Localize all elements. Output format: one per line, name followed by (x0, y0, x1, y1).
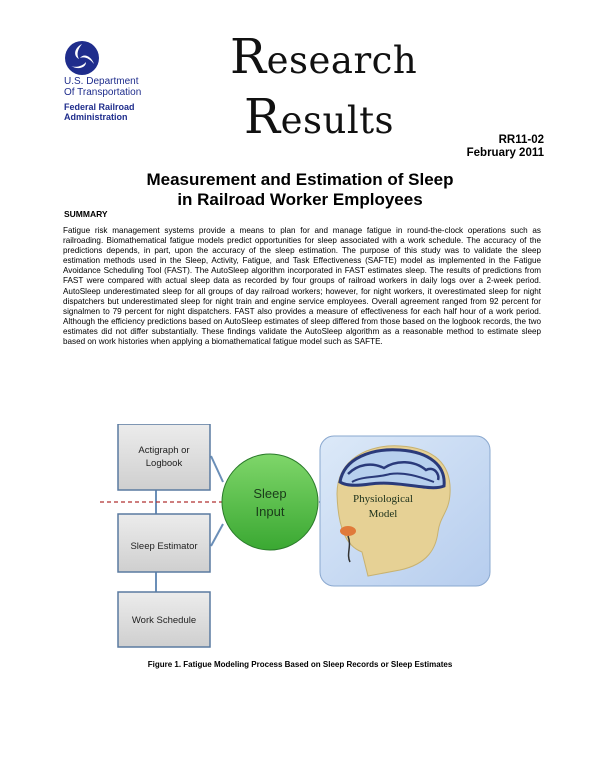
connector-actigraph-input (211, 456, 223, 482)
fatigue-model-diagram (100, 424, 510, 649)
banner-results-cap: R (244, 89, 281, 145)
title-line2: in Railroad Worker Employees (177, 190, 423, 209)
administration-name (64, 102, 194, 122)
report-date: February 2011 (466, 147, 544, 159)
physiological-model-panel (320, 436, 490, 586)
schedule-label: Work Schedule (131, 615, 197, 626)
actigraph-label-1: Actigraph or (138, 445, 190, 456)
brainstem-highlight (340, 526, 356, 536)
report-id: RR11-02 (498, 134, 544, 146)
banner-results-rest: esults (280, 99, 395, 142)
sleep-input-line2: Input (255, 504, 285, 519)
summary-paragraph: Fatigue risk management systems provide a means to plan for and manage fatigue in round-the-clock operations such as railroading. Biomathematical fatigue models predict opportunities for sleep associated with a work schedule. The accuracy of the predictions depends, in part, upon the accuracy of the sleep estimation. The purpose of this study was to validate the sleep estimation methods used in the Sleep, Activity, Fatigue, and Task Effectiveness (SAFTE) model as implemented in the Fatigue Avoidance Scheduling Tool (FAST). The AutoSleep algorithm incorporated in FAST estimates sleep. The results of predictions from FAST were compared with actual sleep data as recorded by four groups of railroad workers in daily logs over a 2-week period. AutoSleep underestimated sleep for all groups of day railroad workers; however, for night workers, it overestimated sleep for night dispatchers but underestimated sleep for night train and engine service employees. Overall agreement ranged from 92 percent for signalmen to 79 percent for night dispatchers. FAST also provides a measure of effectiveness for each half hour of a work period. Although the efficiency predictions based on AutoSleep estimates of sleep differed from those based on the logbook records, the two estimates did not differ substantially. These findings validate the AutoSleep algorithm as a reasonable method to estimate sleep based on work histories when applying a biomathematical fatigue model such as SAFTE. (63, 226, 541, 347)
model-label-1: Physiological (353, 493, 413, 505)
page-title (60, 170, 540, 210)
title-line1: Measurement and Estimation of Sleep (146, 170, 454, 189)
actigraph-label-2: Logbook (145, 458, 183, 469)
summary-heading: SUMMARY (64, 209, 108, 219)
banner-research-cap: R (230, 29, 267, 85)
actigraph-box (118, 424, 210, 490)
work-schedule-box (118, 592, 210, 647)
agency-line2: Of Transportation (64, 87, 142, 98)
figure-caption: Figure 1. Fatigue Modeling Process Based on Sleep Records or Sleep Estimates (147, 660, 453, 669)
agency-name (64, 76, 184, 98)
admin-line1: Federal Railroad (64, 102, 135, 112)
sleep-estimator-box (118, 514, 210, 572)
banner-research (230, 29, 418, 85)
sleep-input-circle (222, 454, 318, 550)
admin-line2: Administration (64, 112, 128, 122)
banner-results (244, 89, 395, 145)
agency-line1: U.S. Department (64, 76, 139, 87)
report-meta (467, 134, 544, 160)
banner-research-rest: esearch (266, 39, 418, 82)
model-label-2: Model (368, 508, 398, 520)
estimator-label: Sleep Estimator (130, 541, 198, 552)
dot-triskelion-icon (64, 40, 100, 76)
sleep-input-line1: Sleep (253, 486, 287, 501)
connector-estimator-input (211, 524, 223, 546)
